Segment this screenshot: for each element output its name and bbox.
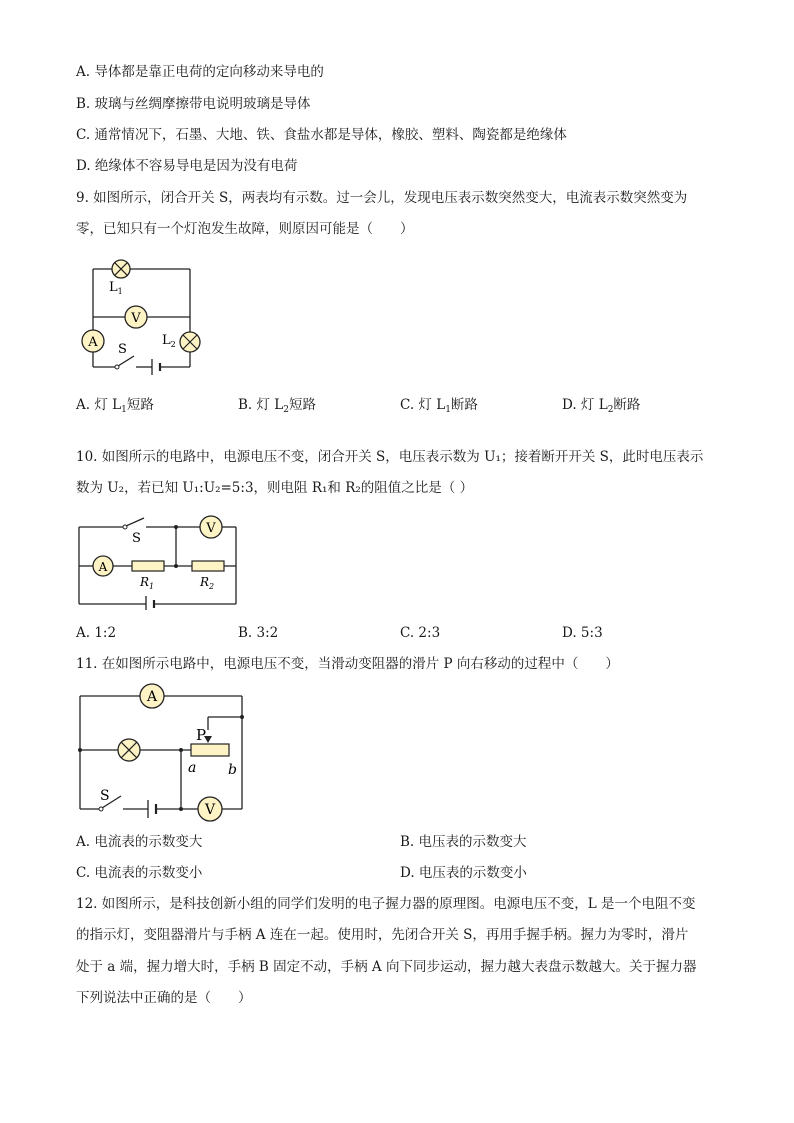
- svg-text:A: A: [146, 689, 158, 705]
- lamp-l2-label: $L_2$: [162, 333, 176, 349]
- q10-option-a: A. 1:2: [76, 625, 117, 641]
- q9-option-d: D. 灯 $L_2$断路: [562, 397, 641, 415]
- terminal-b-label: b: [228, 762, 237, 778]
- ammeter-icon: [140, 684, 164, 708]
- q8-option-b: B. 玻璃与丝绸摩擦带电说明玻璃是导体: [76, 96, 311, 112]
- lamp-icon: [118, 739, 140, 761]
- resistor-r1-label: $R_1$: [140, 575, 155, 591]
- svg-text:A: A: [88, 335, 98, 350]
- lamp-l1-label: $L_1$: [109, 280, 123, 296]
- terminal-a-label: a: [188, 760, 197, 776]
- resistor-r2: [192, 561, 224, 571]
- q9-option-a: A. 灯 $L_1$短路: [76, 397, 154, 415]
- switch-s-label: S: [100, 788, 110, 804]
- q11-option-b: B. 电压表的示数变大: [400, 834, 527, 850]
- q9-option-b: B. 灯 $L_2$短路: [238, 397, 316, 415]
- resistor-r2-label: $R_2$: [200, 575, 215, 591]
- switch-s-label: S: [132, 531, 141, 546]
- q11-option-c: C. 电流表的示数变小: [76, 865, 203, 881]
- q10-option-d: D. 5:3: [562, 625, 603, 641]
- svg-text:V: V: [206, 521, 216, 536]
- svg-text:A: A: [98, 560, 108, 574]
- q12-stem-line-4: 下列说法中正确的是（ ）: [76, 990, 252, 1006]
- svg-text:V: V: [131, 311, 141, 326]
- q10-option-b: B. 3:2: [238, 625, 279, 641]
- q9-option-c: C. 灯 $L_1$断路: [400, 397, 478, 415]
- voltmeter-icon: [125, 306, 147, 328]
- q11-circuit-diagram: [76, 682, 256, 827]
- q11-option-a: A. 电流表的示数变大: [76, 834, 203, 850]
- q11-option-d: D. 电压表的示数变小: [400, 865, 527, 881]
- q12-stem-line-3: 处于 a 端，握力增大时，手柄 B 固定不动，手柄 A 向下同步运动，握力越大表盘示数越大。关于握力器: [76, 959, 697, 975]
- q10-option-c: C. 2:3: [400, 625, 441, 641]
- q9-stem-line-1: 9. 如图所示，闭合开关 S，两表均有示数。过一会儿，发现电压表示数突然变大，电流表示数突然变为: [76, 190, 688, 206]
- q11-stem-line-1: 11. 在如图所示电路中，电源电压不变，当滑动变阻器的滑片 P 向右移动的过程中（ ）: [76, 656, 619, 672]
- lamp-l2-icon: [180, 332, 200, 352]
- svg-text:V: V: [204, 802, 216, 818]
- q10-stem-line-1: 10. 如图所示的电路中，电源电压不变，闭合开关 S，电压表示数为 U₁；接着断开开关 S，此时电压表示: [76, 449, 704, 465]
- q8-option-a: A. 导体都是靠正电荷的定向移动来导电的: [76, 64, 324, 80]
- lamp-l1-icon: [112, 260, 130, 278]
- voltmeter-icon: [200, 516, 222, 538]
- q8-option-c: C. 通常情况下，石墨、大地、铁、食盐水都是导体，橡胶、塑料、陶瓷都是绝缘体: [76, 127, 567, 143]
- q8-option-d: D. 绝缘体不容易导电是因为没有电荷: [76, 158, 298, 174]
- q9-stem-line-2: 零，已知只有一个灯泡发生故障，则原因可能是（ ）: [76, 221, 414, 237]
- switch-s-label: S: [118, 342, 127, 357]
- rheostat: [191, 744, 229, 756]
- slider-p-label: P: [196, 726, 207, 744]
- resistor-r1: [132, 561, 164, 571]
- q10-stem-line-2: 数为 U₂，若已知 U₁:U₂=5:3，则电阻 R₁和 R₂的阻值之比是（ ）: [76, 480, 474, 496]
- ammeter-icon: [93, 556, 113, 576]
- q10-circuit-diagram: [76, 510, 242, 610]
- ammeter-icon: [82, 330, 104, 352]
- q9-circuit-diagram: [76, 252, 216, 382]
- q12-stem-line-1: 12. 如图所示，是科技创新小组的同学们发明的电子握力器的原理图。电源电压不变，L 是一个电阻不变: [76, 896, 696, 912]
- q12-stem-line-2: 的指示灯，变阻器滑片与手柄 A 连在一起。使用时，先闭合开关 S，再用手握手柄。握力为零时，滑片: [76, 927, 689, 943]
- voltmeter-icon: [198, 797, 222, 821]
